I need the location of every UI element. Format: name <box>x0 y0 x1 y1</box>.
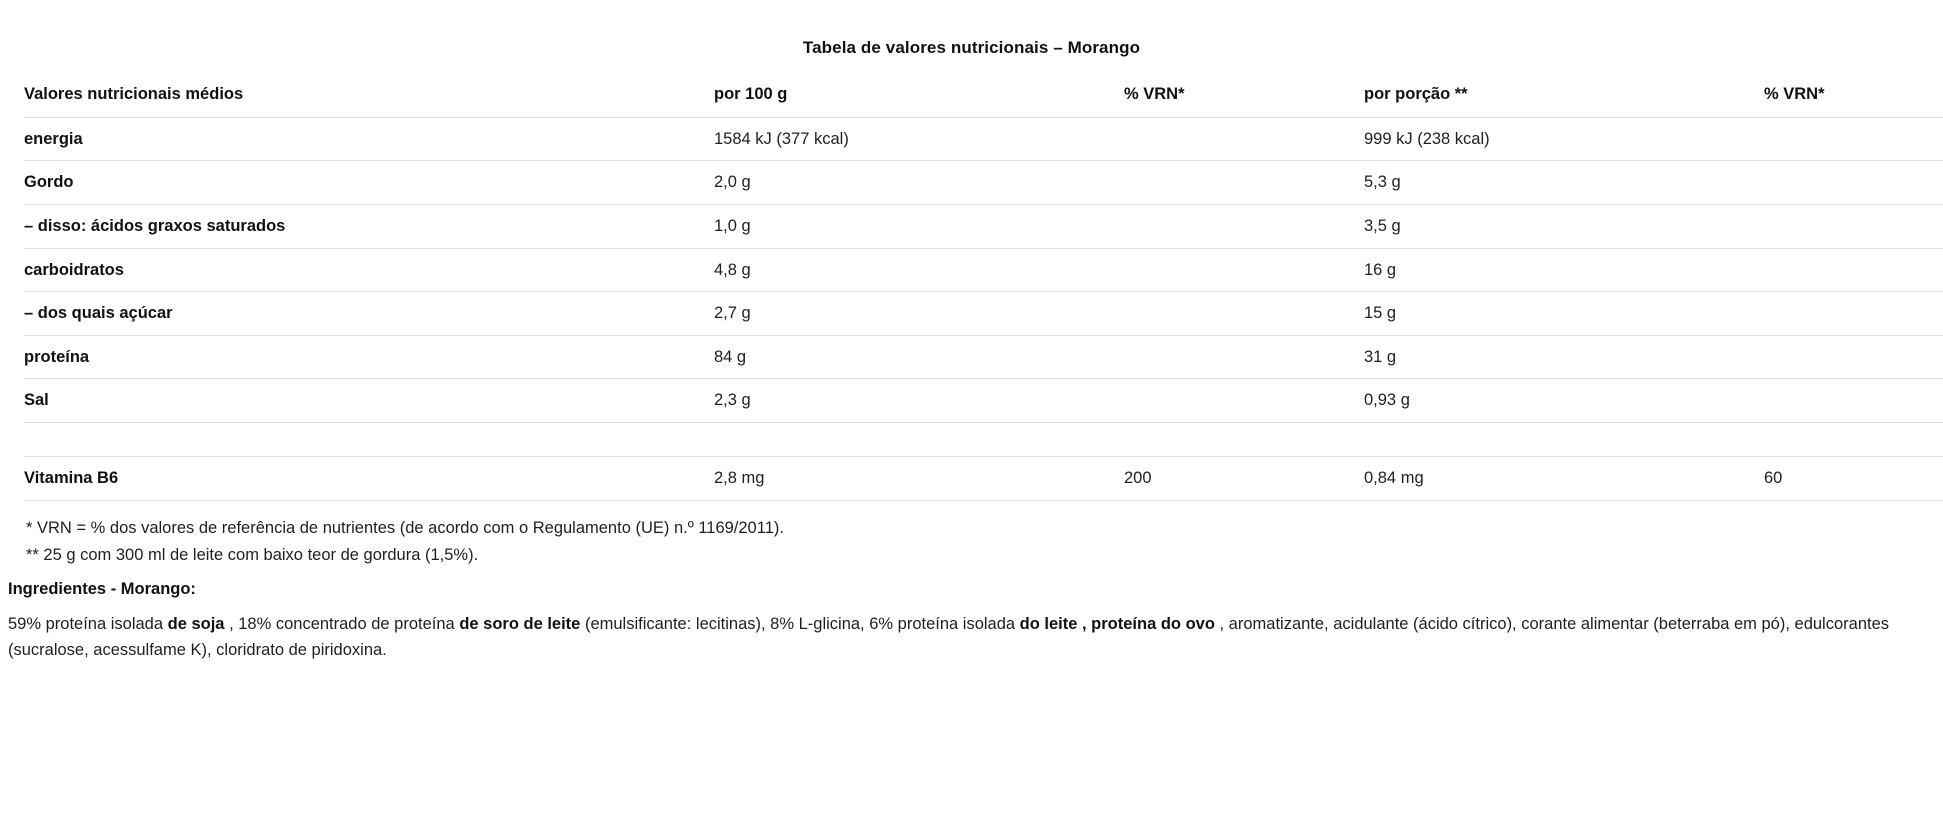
row-label: Sal <box>24 379 714 423</box>
row-label: proteína <box>24 335 714 379</box>
row-vrn-1 <box>1124 379 1364 423</box>
table-row <box>24 161 1943 205</box>
row-per-portion: 999 kJ (238 kcal) <box>1364 117 1764 161</box>
column-header-vrn-2: % VRN* <box>1764 84 1943 117</box>
row-per-100g: 2,8 mg <box>714 457 1124 501</box>
row-vrn-2 <box>1764 248 1943 292</box>
row-vrn-1 <box>1124 204 1364 248</box>
column-header-per-portion: por porção ** <box>1364 84 1764 117</box>
ingredients-part-3: (emulsificante: lecitinas), 8% L-glicina, 6% proteína isolada <box>580 615 1020 633</box>
row-per-portion: 15 g <box>1364 292 1764 336</box>
ingredients-part-4: , aromatizante, acidulante (ácido cítrico), corante alimentar (beterraba em pó), edulcorantes (sucralose, acessulfame K), cloridrato de piridoxina. <box>8 615 1890 660</box>
row-label: Vitamina B6 <box>24 457 714 501</box>
row-per-portion: 0,84 mg <box>1364 457 1764 501</box>
row-label: – disso: ácidos graxos saturados <box>24 204 714 248</box>
ingredients-part-1: 59% proteína isolada <box>8 615 168 633</box>
row-per-100g: 1,0 g <box>714 204 1124 248</box>
table-header <box>24 84 1943 117</box>
row-label: energia <box>24 117 714 161</box>
row-per-portion: 16 g <box>1364 248 1764 292</box>
row-per-portion: 3,5 g <box>1364 204 1764 248</box>
ingredients-bold-soja: de soja <box>167 615 225 633</box>
ingredients-bold-soro-de-leite: de soro de leite <box>459 615 581 633</box>
table-row-vitamin <box>24 457 1943 501</box>
row-vrn-2 <box>1764 161 1943 205</box>
table-row <box>24 335 1943 379</box>
row-vrn-2 <box>1764 292 1943 336</box>
row-vrn-1 <box>1124 335 1364 379</box>
column-header-per-100g: por 100 g <box>714 84 1124 117</box>
footnotes <box>26 515 1943 570</box>
row-per-portion: 0,93 g <box>1364 379 1764 423</box>
row-vrn-2 <box>1764 379 1943 423</box>
row-per-100g: 2,0 g <box>714 161 1124 205</box>
row-vrn-2 <box>1764 204 1943 248</box>
row-label: Gordo <box>24 161 714 205</box>
table-row <box>24 117 1943 161</box>
table-body <box>24 117 1943 500</box>
table-row <box>24 204 1943 248</box>
row-label: – dos quais açúcar <box>24 292 714 336</box>
ingredients-body <box>8 611 1935 664</box>
row-vrn-1: 200 <box>1124 457 1364 501</box>
table-header-row <box>24 84 1943 117</box>
row-label: carboidratos <box>24 248 714 292</box>
row-per-100g: 2,3 g <box>714 379 1124 423</box>
row-vrn-1 <box>1124 161 1364 205</box>
row-per-portion: 5,3 g <box>1364 161 1764 205</box>
row-vrn-1 <box>1124 248 1364 292</box>
page-title: Tabela de valores nutricionais – Morango <box>802 38 1141 57</box>
table-row <box>24 248 1943 292</box>
row-per-100g: 84 g <box>714 335 1124 379</box>
ingredients-part-2: , 18% concentrado de proteína <box>224 615 460 633</box>
ingredients-bold-leite-ovo: do leite , proteína do ovo <box>1019 615 1215 633</box>
table-row <box>24 292 1943 336</box>
table-row <box>24 379 1943 423</box>
row-vrn-1 <box>1124 117 1364 161</box>
ingredients-section <box>8 580 1935 664</box>
row-vrn-2 <box>1764 335 1943 379</box>
row-vrn-1 <box>1124 292 1364 336</box>
row-per-100g: 2,7 g <box>714 292 1124 336</box>
table-spacer-row <box>24 423 1943 457</box>
row-vrn-2: 60 <box>1764 457 1943 501</box>
row-vrn-2 <box>1764 117 1943 161</box>
column-header-vrn-1: % VRN* <box>1124 84 1364 117</box>
row-per-100g: 4,8 g <box>714 248 1124 292</box>
column-header-nutrient: Valores nutricionais médios <box>24 84 714 117</box>
row-per-portion: 31 g <box>1364 335 1764 379</box>
footnote-portion: ** 25 g com 300 ml de leite com baixo teor de gordura (1,5%). <box>26 546 479 565</box>
ingredients-title: Ingredientes - Morango: <box>8 580 196 598</box>
footnote-vrn: * VRN = % dos valores de referência de nutrientes (de acordo com o Regulamento (UE) n.º 1169/2011). <box>26 518 784 537</box>
nutrition-table <box>24 84 1943 501</box>
row-per-100g: 1584 kJ (377 kcal) <box>714 117 1124 161</box>
